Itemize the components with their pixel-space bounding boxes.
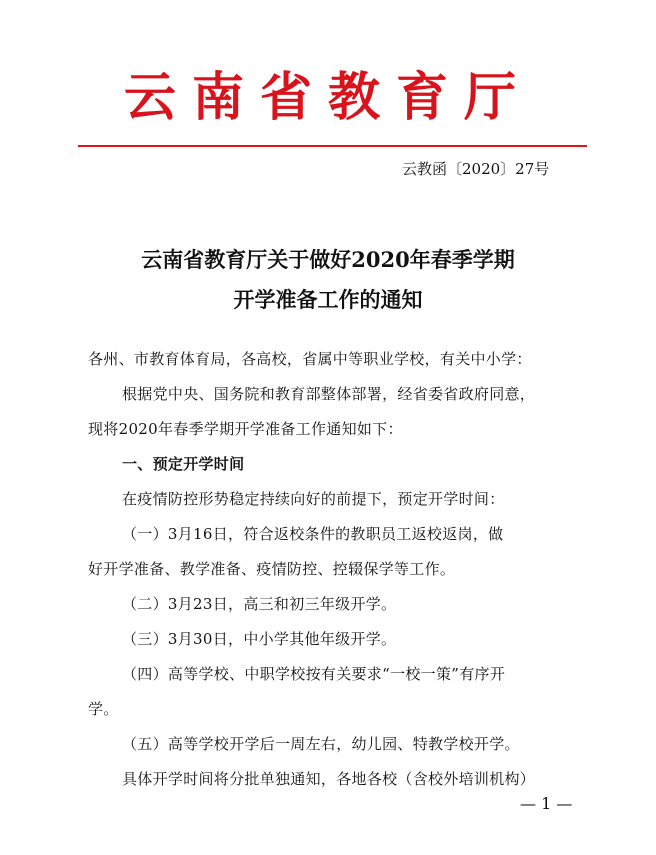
item-2: （二）3月23日，高三和初三年级开学。 bbox=[122, 595, 397, 613]
item-1-line-1: （一）3月16日，符合返校条件的教职员工返校返岗，做 bbox=[122, 525, 504, 543]
item-3: （三）3月30日，中小学其他年级开学。 bbox=[122, 630, 397, 648]
closing-partial-line: 具体开学时间将分批单独通知，各地各校（含校外培训机构） bbox=[122, 770, 536, 788]
document-number: 云教函〔2020〕27号 bbox=[402, 160, 550, 178]
item-4-line-2: 学。 bbox=[88, 700, 119, 718]
agency-masthead: 云南省教育厅 bbox=[123, 67, 532, 128]
intro-line-1: 根据党中央、国务院和教育部整体部署，经省委省政府同意， bbox=[122, 385, 536, 403]
section-heading-1: 一、预定开学时间 bbox=[122, 455, 245, 473]
red-divider-line bbox=[78, 145, 587, 147]
salutation: 各州、市教育体育局，各高校，省属中等职业学校，有关中小学： bbox=[88, 350, 532, 368]
item-5: （五）高等学校开学后一周左右，幼儿园、特教学校开学。 bbox=[122, 735, 520, 753]
document-title-line-1: 云南省教育厅关于做好2020年春季学期 bbox=[141, 247, 515, 272]
item-4-line-1: （四）高等学校、中职学校按有关要求“一校一策”有序开 bbox=[122, 665, 506, 683]
item-1-line-2: 好开学准备、教学准备、疫情防控、控辍保学等工作。 bbox=[88, 560, 456, 578]
document-title-line-2: 开学准备工作的通知 bbox=[233, 287, 423, 312]
intro-line-2: 现将2020年春季学期开学准备工作通知如下： bbox=[88, 420, 403, 438]
section-1-lead: 在疫情防控形势稳定持续向好的前提下，预定开学时间： bbox=[122, 490, 505, 508]
page-number: — 1 — bbox=[520, 794, 573, 813]
